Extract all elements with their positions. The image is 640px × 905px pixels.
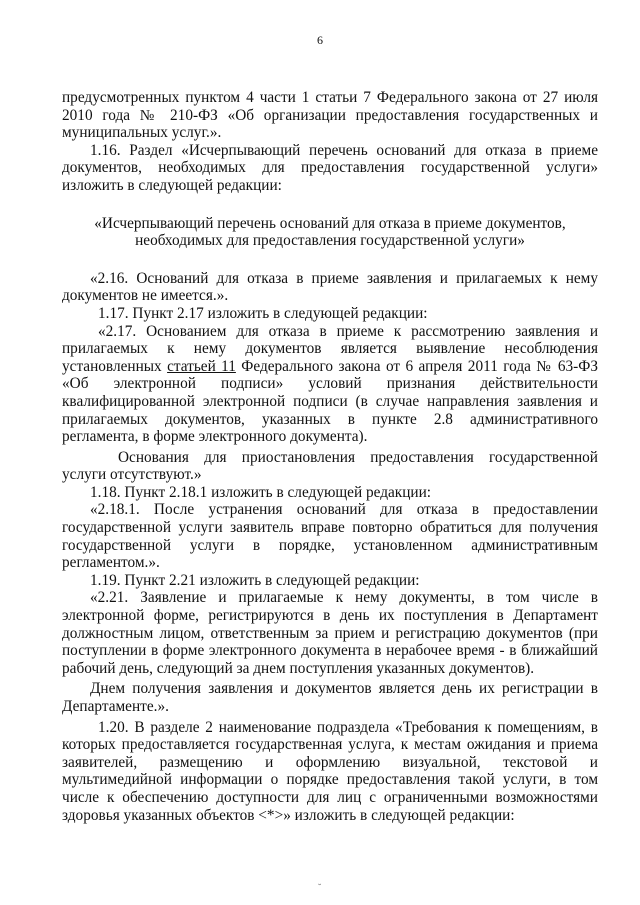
spacer [62, 195, 598, 215]
paragraph-registration-day: Днем получения заявления и документов является день их регистрации в Департаменте.». [62, 680, 598, 715]
scan-artifact-mark: ˘ [318, 883, 322, 894]
paragraph-1-16: 1.16. Раздел «Исчерпывающий перечень оснований для отказа в приеме документов, необходимых для предоставления государственной услуги» изложить в следующей редакции: [62, 141, 598, 194]
paragraph-continuation: предусмотренных пунктом 4 части 1 статьи 7 Федерального закона от 27 июля 2010 года № 210-ФЗ «Об организации предоставления государственных и муниципальных услуг.». [62, 89, 598, 142]
paragraph-2-18-1: «2.18.1. После устранения оснований для отказа в предоставлении государственной услуги заявитель вправе повторно обратиться для получения государственной услуги в порядке, установленном административным регламентом.». [62, 501, 598, 572]
paragraph-1-20: 1.20. В разделе 2 наименование подраздела «Требования к помещениям, в которых предоставляется государственная услуга, к местам ожидания и приема заявителей, размещению и оформлению визуальной, текстовой и мультимедийной информации о порядке предоставления такой услуги, в том числе к обеспечению доступности для лиц с ограниченными возможностями здоровья указанных объектов <*>» изложить в следующей редакции: [62, 718, 598, 824]
paragraph-2-17-part-b: Федерального закона от 6 апреля 2011 года № 63-ФЗ «Об электронной подписи» условий признания действительности квалифицированной электронной подписи (в случае направления заявления и прилагаемых документов, указанных в пункте 2.8 административного регламента, в форме электронного документа). [62, 357, 598, 446]
paragraph-1-18: 1.18. Пункт 2.18.1 изложить в следующей редакции: [90, 483, 432, 501]
law-article-link[interactable]: статьей 11 [167, 357, 236, 375]
section-heading-quote: «Исчерпывающий перечень оснований для отказа в приеме документов, необходимых для предоставления государственной услуги» [94, 214, 566, 250]
paragraph-2-17 [62, 323, 598, 446]
page-number: 6 [317, 33, 323, 47]
paragraph-2-16: «2.16. Оснований для отказа в приеме заявления и прилагаемых к нему документов не имеется.». [62, 269, 598, 305]
paragraph-1-17: 1.17. Пункт 2.17 изложить в следующей редакции: [98, 304, 428, 322]
paragraph-suspension: Основания для приостановления предоставления государственной услуги отсутствуют.» [62, 448, 598, 484]
document-body [62, 89, 598, 824]
spacer [62, 250, 598, 270]
paragraph-2-21: «2.21. Заявление и прилагаемые к нему документы, в том числе в электронной форме, регистрируются в день их поступления в Департамент должностным лицом, ответственным за прием и регистрацию документов (при поступлении в форме электронного документа в нерабочее время - в ближайший рабочий день, следующий за днем поступления указанных документов). [62, 589, 598, 677]
paragraph-1-19: 1.19. Пункт 2.21 изложить в следующей редакции: [90, 571, 420, 589]
paragraph-2-17-part-a: «2.17. Основанием для отказа в приеме к рассмотрению заявления и прилагаемых к нему документов является выявление несоблюдения установленных [62, 322, 598, 375]
